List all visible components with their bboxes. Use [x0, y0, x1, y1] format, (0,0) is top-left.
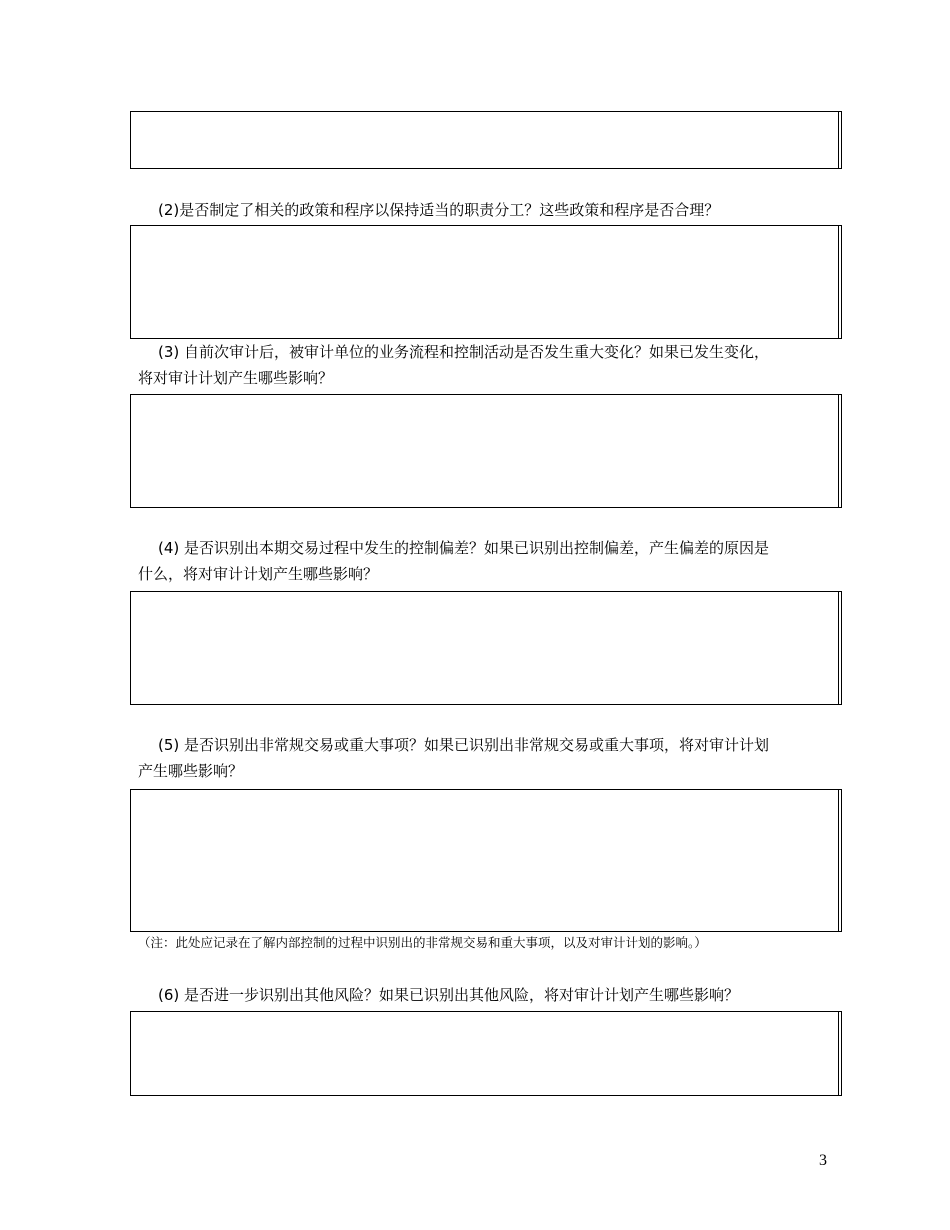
- answer-box-5[interactable]: [130, 789, 839, 932]
- question-2-line-1: (2)是否制定了相关的政策和程序以保持适当的职责分工？这些政策和程序是否合理？: [158, 201, 720, 219]
- question-6-line-1: (6) 是否进一步识别出其他风险？如果已识别出其他风险，将对审计计划产生哪些影响？: [158, 986, 740, 1004]
- question-6: [138, 982, 838, 1008]
- question-5-line-2: 产生哪些影响？: [138, 762, 244, 780]
- question-3-line-1: (3) 自前次审计后，被审计单位的业务流程和控制活动是否发生重大变化？如果已发生变化，: [158, 343, 770, 361]
- page-number: 3: [819, 1152, 827, 1169]
- question-2: [138, 197, 838, 223]
- question-3: [138, 339, 838, 391]
- answer-box-1[interactable]: [130, 111, 839, 169]
- answer-box-6[interactable]: [130, 1011, 839, 1096]
- question-5-line-1: (5) 是否识别出非常规交易或重大事项？如果已识别出非常规交易或重大事项，将对审计计划: [158, 736, 770, 754]
- question-4-line-2: 什么，将对审计计划产生哪些影响？: [138, 565, 379, 583]
- question-5: [138, 732, 838, 784]
- note-text: （注：此处应记录在了解内部控制的过程中识别出的非常规交易和重大事项，以及对审计计划的影响。）: [138, 935, 707, 950]
- answer-box-3[interactable]: [130, 394, 839, 508]
- question-4-line-1: (4) 是否识别出本期交易过程中发生的控制偏差？如果已识别出控制偏差，产生偏差的原因是: [158, 539, 770, 557]
- answer-box-4[interactable]: [130, 591, 839, 705]
- question-4: [138, 535, 838, 587]
- question-3-line-2: 将对审计计划产生哪些影响？: [138, 369, 334, 387]
- answer-box-2[interactable]: [130, 225, 839, 339]
